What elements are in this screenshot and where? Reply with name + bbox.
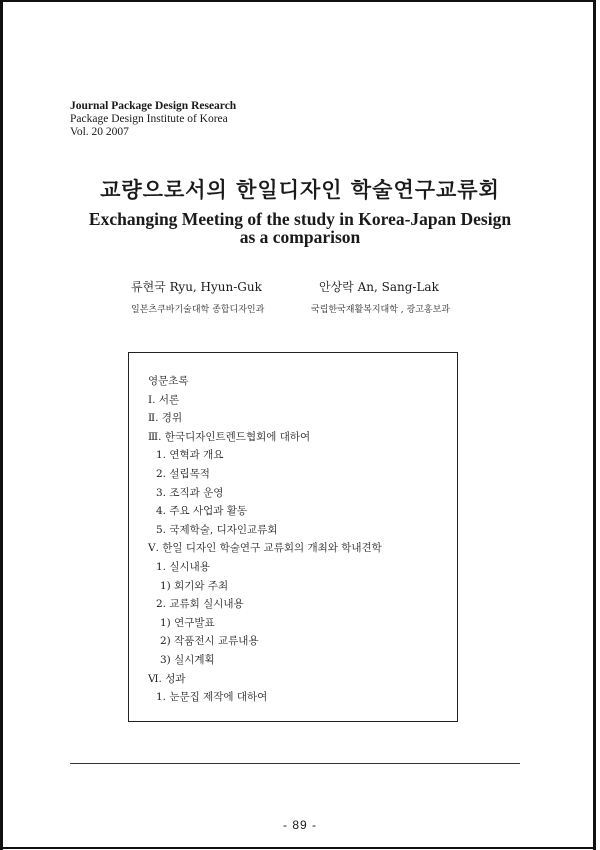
author-2 xyxy=(311,278,450,315)
institute-name: Package Design Institute of Korea xyxy=(70,113,228,125)
toc-item: 1) 연구발표 xyxy=(160,616,215,629)
author-2-name: 안상락 An, Sang-Lak xyxy=(319,280,439,294)
journal-name: Journal Package Design Research xyxy=(70,100,237,112)
page-border-left xyxy=(0,0,3,850)
footer-rule xyxy=(70,763,520,764)
journal-header xyxy=(70,100,236,139)
toc-item: 1. 눈문집 제작에 대하여 xyxy=(156,691,268,704)
toc-item: 4. 주요 사업과 활동 xyxy=(156,505,248,518)
toc-item: 3. 조직과 운영 xyxy=(156,486,224,499)
toc-item: Ⅲ. 한국디자인트렌드협회에 대하여 xyxy=(148,430,311,443)
toc-item: 1) 회기와 주최 xyxy=(160,579,229,592)
toc-item: 영문초록 xyxy=(148,375,189,387)
title-english xyxy=(0,210,600,246)
page-number: - 89 - xyxy=(282,818,317,832)
toc-item: 5. 국제학술, 디자인교류회 xyxy=(156,523,278,536)
title-korean: 교량으로서의 한일디자인 학술연구교류회 xyxy=(100,177,500,202)
toc-item: Ⅵ. 성과 xyxy=(148,672,186,685)
volume-info: Vol. 20 2007 xyxy=(70,126,129,138)
title-english-line2: as a comparison xyxy=(239,227,361,247)
toc-item: Ⅱ. 경위 xyxy=(148,412,183,425)
author-1-affiliation: 일본츠쿠바기술대학 종합디자인과 xyxy=(131,305,265,315)
toc-item: Ⅴ. 한일 디자인 학술연구 교류회의 개최와 학내견학 xyxy=(148,542,382,555)
page-border-bottom xyxy=(0,847,596,849)
toc-item: 2. 설립목적 xyxy=(156,467,210,480)
toc-item: 3) 실시계획 xyxy=(160,653,215,666)
author-2-affiliation: 국립한국재활복지대학 , 광고홍보과 xyxy=(311,305,450,315)
table-of-contents xyxy=(148,372,382,707)
author-1-name: 류현국 Ryu, Hyun-Guk xyxy=(131,280,262,294)
toc-item: 1. 연혁과 개요 xyxy=(156,449,224,462)
toc-item: Ⅰ. 서론 xyxy=(148,393,180,406)
page-border-top xyxy=(0,0,596,2)
page-border-right xyxy=(593,0,596,850)
title-english-line1: Exchanging Meeting of the study in Korea-Japan Design xyxy=(88,209,512,229)
toc-item: 2. 교류회 실시내용 xyxy=(156,598,244,611)
toc-item: 2) 작품전시 교류내용 xyxy=(160,635,259,648)
toc-item: 1. 실시내용 xyxy=(156,560,210,573)
author-1 xyxy=(131,278,264,315)
